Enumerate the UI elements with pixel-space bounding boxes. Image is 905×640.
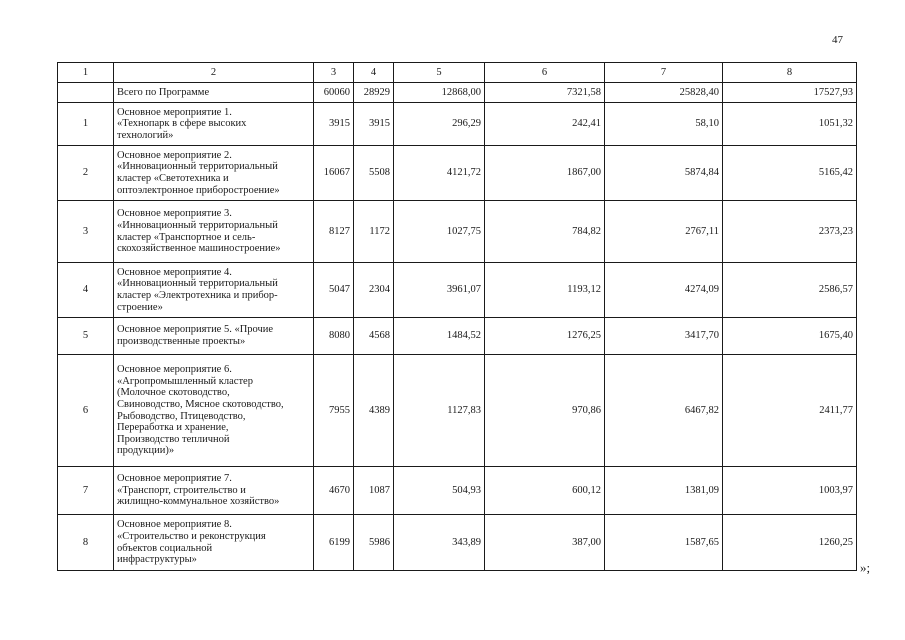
value-cell: 1675,40 (723, 318, 857, 355)
value-cell: 8127 (314, 201, 354, 263)
table-row (58, 263, 857, 318)
row-number: 7 (58, 467, 114, 515)
row-number-cell (58, 83, 114, 103)
value-cell: 4670 (314, 467, 354, 515)
value-cell: 8080 (314, 318, 354, 355)
value-cell: 1260,25 (723, 515, 857, 571)
row-number: 4 (58, 263, 114, 318)
table-row (58, 318, 857, 355)
value-cell: 1087 (354, 467, 394, 515)
program-table (57, 62, 857, 571)
table-row (58, 467, 857, 515)
value-cell: 504,93 (394, 467, 485, 515)
row-number: 6 (58, 355, 114, 467)
value-cell: 12868,00 (394, 83, 485, 103)
value-cell: 4274,09 (605, 263, 723, 318)
value-cell: 5047 (314, 263, 354, 318)
value-cell: 2304 (354, 263, 394, 318)
row-description: Основное мероприятие 8. «Строительство и реконструкция объектов социальной инфраструктуры» (114, 515, 314, 571)
row-number: 8 (58, 515, 114, 571)
column-number: 8 (723, 63, 857, 83)
value-cell: 28929 (354, 83, 394, 103)
row-description: Основное мероприятие 1. «Технопарк в сфере высоких технологий» (114, 103, 314, 146)
value-cell: 4389 (354, 355, 394, 467)
value-cell: 1003,97 (723, 467, 857, 515)
page-number: 47 (832, 34, 843, 46)
value-cell: 1127,83 (394, 355, 485, 467)
value-cell: 6467,82 (605, 355, 723, 467)
value-cell: 60060 (314, 83, 354, 103)
table-row (58, 146, 857, 201)
value-cell: 387,00 (485, 515, 605, 571)
row-number: 3 (58, 201, 114, 263)
column-number: 3 (314, 63, 354, 83)
value-cell: 17527,93 (723, 83, 857, 103)
row-number: 2 (58, 146, 114, 201)
row-description: Основное мероприятие 6. «Агропромышленный кластер (Молочное скотоводство, Свиноводство, Мясное скотоводство, Рыбоводство, Птицеводство, Переработка и хранение, Производство тепличной продукции)» (114, 355, 314, 467)
column-number: 7 (605, 63, 723, 83)
value-cell: 242,41 (485, 103, 605, 146)
table-row (58, 103, 857, 146)
table-row (58, 355, 857, 467)
total-row (58, 83, 857, 103)
value-cell: 3961,07 (394, 263, 485, 318)
column-number: 6 (485, 63, 605, 83)
value-cell: 58,10 (605, 103, 723, 146)
value-cell: 1172 (354, 201, 394, 263)
value-cell: 1587,65 (605, 515, 723, 571)
value-cell: 296,29 (394, 103, 485, 146)
value-cell: 3417,70 (605, 318, 723, 355)
value-cell: 1276,25 (485, 318, 605, 355)
row-description: Основное мероприятие 2. «Инновационный территориальный кластер «Светотехника и оптоэлектронное приборостроение» (114, 146, 314, 201)
value-cell: 2586,57 (723, 263, 857, 318)
column-number-row (58, 63, 857, 83)
value-cell: 3915 (314, 103, 354, 146)
value-cell: 7955 (314, 355, 354, 467)
column-number: 5 (394, 63, 485, 83)
value-cell: 970,86 (485, 355, 605, 467)
closing-quote-mark: »; (860, 560, 871, 575)
value-cell: 4121,72 (394, 146, 485, 201)
column-number: 1 (58, 63, 114, 83)
value-cell: 1867,00 (485, 146, 605, 201)
value-cell: 2411,77 (723, 355, 857, 467)
row-description: Основное мероприятие 3. «Инновационный территориальный кластер «Транспортное и сель- скохозяйственное машиностроение» (114, 201, 314, 263)
value-cell: 5165,42 (723, 146, 857, 201)
value-cell: 1381,09 (605, 467, 723, 515)
value-cell: 343,89 (394, 515, 485, 571)
value-cell: 1051,32 (723, 103, 857, 146)
table-row (58, 201, 857, 263)
total-label: Всего по Программе (114, 83, 314, 103)
value-cell: 600,12 (485, 467, 605, 515)
value-cell: 5986 (354, 515, 394, 571)
table-row (58, 515, 857, 571)
column-number: 2 (114, 63, 314, 83)
column-number: 4 (354, 63, 394, 83)
value-cell: 4568 (354, 318, 394, 355)
value-cell: 2767,11 (605, 201, 723, 263)
value-cell: 2373,23 (723, 201, 857, 263)
value-cell: 1484,52 (394, 318, 485, 355)
value-cell: 25828,40 (605, 83, 723, 103)
value-cell: 784,82 (485, 201, 605, 263)
row-description: Основное мероприятие 5. «Прочие производственные проекты» (114, 318, 314, 355)
value-cell: 6199 (314, 515, 354, 571)
value-cell: 5874,84 (605, 146, 723, 201)
value-cell: 3915 (354, 103, 394, 146)
row-description: Основное мероприятие 4. «Инновационный территориальный кластер «Электротехника и прибор- строение» (114, 263, 314, 318)
value-cell: 7321,58 (485, 83, 605, 103)
value-cell: 5508 (354, 146, 394, 201)
row-description: Основное мероприятие 7. «Транспорт, строительство и жилищно-коммунальное хозяйство» (114, 467, 314, 515)
row-number: 1 (58, 103, 114, 146)
row-number: 5 (58, 318, 114, 355)
value-cell: 1027,75 (394, 201, 485, 263)
value-cell: 16067 (314, 146, 354, 201)
value-cell: 1193,12 (485, 263, 605, 318)
